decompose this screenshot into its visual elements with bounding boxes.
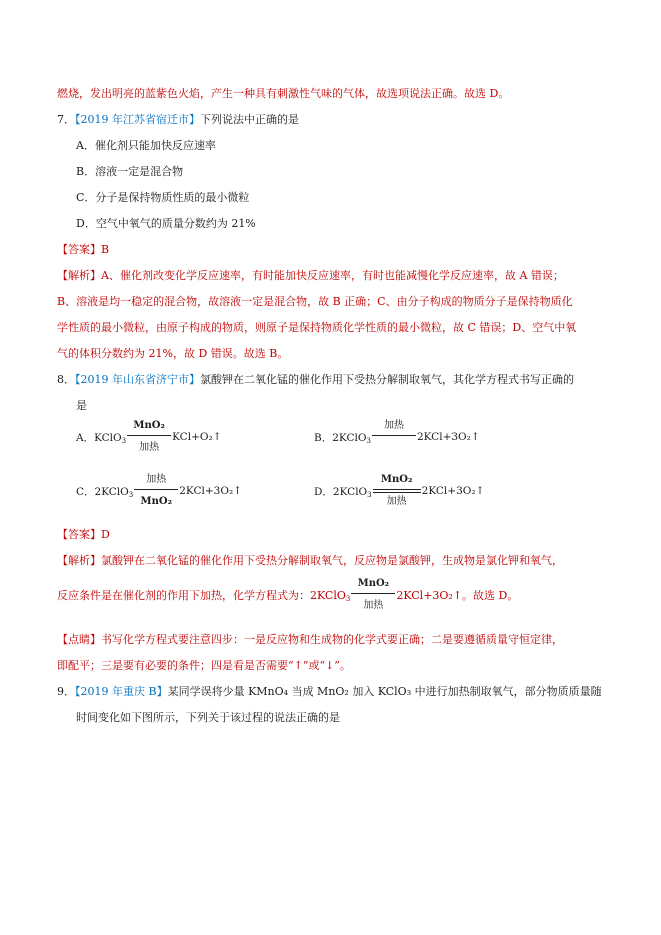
analysis-label: 【解析】 bbox=[57, 269, 101, 282]
question-9 bbox=[57, 684, 602, 700]
answer-value: B bbox=[101, 243, 110, 256]
answer-label: 【答案】 bbox=[57, 243, 101, 256]
question-number: 7． bbox=[57, 113, 75, 126]
analysis-equation-line: 反应条件是在催化剂的作用下加热，化学方程式为：2KClO$_3$ MnO₂ 加热 2KCl+3O₂↑。故选 D。 bbox=[57, 578, 519, 611]
option-b: B．溶液一定是混合物 bbox=[76, 165, 184, 178]
tip-label: 【点睛】 bbox=[57, 633, 101, 646]
analysis-line: B、溶液是均一稳定的混合物，故溶液一定是混合物，故 B 正确；C、由分子构成的物质分子是保持物质化 bbox=[57, 295, 573, 308]
product: KCl+O₂↑ bbox=[172, 431, 222, 443]
question-stem-cont: 是 bbox=[76, 399, 87, 412]
answer-line bbox=[57, 242, 109, 258]
tip-text: 书写化学方程式要注意四步：一是反应物和生成物的化学式要正确；二是要遵循质量守恒定律， bbox=[101, 633, 563, 646]
analysis-line: 学性质的最小微粒，由原子构成的物质，则原子是保持物质化学性质的最小微粒，故 C 错误；D、空气中氧 bbox=[57, 321, 577, 334]
equation-option-b bbox=[314, 420, 480, 454]
arrow-bottom-label: 加热 bbox=[139, 442, 160, 453]
product: 2KCl+3O₂↑ bbox=[421, 485, 485, 497]
arrow-top-label: MnO₂ bbox=[357, 578, 390, 589]
question-source: 【2019 年重庆 B】 bbox=[75, 685, 168, 698]
tip-line bbox=[57, 632, 563, 648]
analysis-text: 2KCl+3O₂↑。故选 D。 bbox=[396, 589, 519, 602]
analysis-line bbox=[57, 553, 563, 569]
equation-option-d bbox=[314, 474, 484, 508]
reactant: D．2KClO$_3$ bbox=[314, 485, 372, 499]
reaction-arrow bbox=[372, 420, 416, 454]
reaction-arrow bbox=[351, 578, 395, 612]
analysis-text: A、催化剂改变化学反应速率，有时能加快反应速率，有时也能减慢化学反应速率，故 A 错误； bbox=[101, 269, 564, 282]
analysis-text: 反应条件是在催化剂的作用下加热，化学方程式为：2KClO bbox=[57, 589, 346, 602]
question-8 bbox=[57, 372, 574, 388]
arrow-bottom-label: 加热 bbox=[363, 600, 384, 611]
arrow-bottom-label: MnO₂ bbox=[140, 496, 172, 507]
reactant: C．2KClO$_3$ bbox=[76, 485, 134, 499]
analysis-text: 氯酸钾在二氧化锰的催化作用下受热分解制取氧气，反应物是氯酸钾，生成物是氯化钾和氧气， bbox=[101, 554, 563, 567]
question-stem-cont: 时间变化如下图所示，下列关于该过程的说法正确的是 bbox=[76, 711, 340, 724]
equation-option-a bbox=[76, 420, 222, 454]
analysis-line: 气的体积分数约为 21%，故 D 错误。故选 B。 bbox=[57, 347, 289, 360]
analysis-line bbox=[57, 268, 564, 284]
arrow-top-label: MnO₂ bbox=[133, 420, 165, 431]
reaction-arrow bbox=[127, 420, 171, 454]
tip-line: 即配平；三是要有必要的条件；四是看是否需要“↑”或“↓”。 bbox=[57, 659, 351, 672]
option-c: C．分子是保持物质性质的最小微粒 bbox=[76, 191, 250, 204]
question-7 bbox=[57, 112, 299, 128]
analysis-label: 【解析】 bbox=[57, 554, 101, 567]
question-number: 9． bbox=[57, 685, 75, 698]
reactant: A．KClO$_3$ bbox=[76, 431, 127, 445]
arrow-top-label: 加热 bbox=[383, 420, 404, 431]
option-d: D．空气中氧气的质量分数约为 21% bbox=[76, 217, 256, 230]
answer-value: D bbox=[101, 528, 110, 541]
question-source: 【2019 年江苏省宿迁市】 bbox=[75, 113, 200, 126]
product: 2KCl+3O₂↑ bbox=[179, 485, 242, 497]
answer-line bbox=[57, 527, 110, 543]
arrow-bottom-label: 加热 bbox=[386, 496, 407, 507]
question-stem: 氯酸钾在二氧化锰的催化作用下受热分解制取氧气，其化学方程式书写正确的 bbox=[200, 373, 574, 386]
reaction-arrow bbox=[373, 474, 421, 508]
arrow-top-label: 加热 bbox=[146, 474, 167, 485]
question-number: 8． bbox=[57, 373, 75, 386]
arrow-top-label: MnO₂ bbox=[380, 474, 413, 485]
equation-option-c bbox=[76, 474, 242, 508]
question-stem: 下列说法中正确的是 bbox=[200, 113, 299, 126]
product: 2KCl+3O₂↑ bbox=[416, 431, 480, 443]
reactant: B．2KClO$_3$ bbox=[314, 431, 371, 445]
reaction-arrow bbox=[134, 474, 178, 508]
intro-line: 燃烧，发出明亮的蓝紫色火焰，产生一种具有刺激性气味的气体，故选项说法正确。故选 D。 bbox=[57, 87, 510, 100]
answer-label: 【答案】 bbox=[57, 528, 101, 541]
question-source: 【2019 年山东省济宁市】 bbox=[75, 373, 200, 386]
question-stem: 某同学误将少量 KMnO₄ 当成 MnO₂ 加入 KClO₃ 中进行加热制取氧气，部分物质质量随 bbox=[167, 685, 602, 698]
option-a: A．催化剂只能加快反应速率 bbox=[76, 139, 216, 152]
